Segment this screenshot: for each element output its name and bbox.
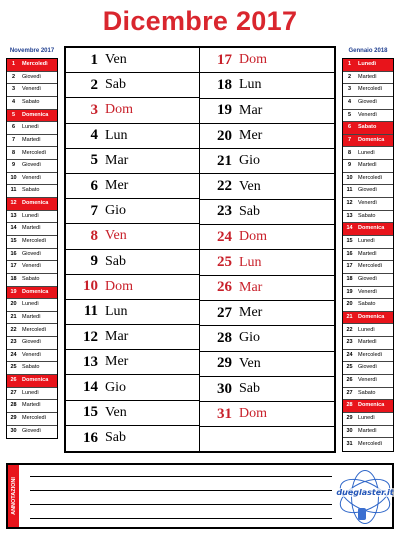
mini-day-name: Giovedì — [22, 162, 41, 169]
prev-month-title: Novembre 2017 — [9, 48, 55, 54]
mini-day-row — [343, 147, 393, 160]
mini-day-row — [7, 261, 57, 274]
day-cell — [200, 73, 334, 98]
day-number: 29 — [217, 355, 232, 372]
day-name: Sab — [239, 203, 260, 219]
day-number: 9 — [90, 253, 98, 270]
day-cell — [66, 224, 199, 249]
mini-day-number: 29 — [346, 415, 353, 421]
day-number: 7 — [90, 202, 98, 219]
mini-day-number: 9 — [11, 162, 16, 169]
mini-day-name: Giovedì — [358, 98, 377, 105]
day-name: Gio — [105, 379, 126, 395]
mini-day-number: 18 — [10, 275, 17, 282]
mini-day-name: Sabato — [358, 212, 376, 219]
day-cell — [66, 426, 199, 451]
day-cell — [200, 225, 334, 250]
notes-label-bar — [8, 465, 19, 527]
site-logo — [336, 468, 394, 526]
day-number: 18 — [217, 76, 232, 93]
mini-day-name: Lunedì — [22, 301, 39, 308]
mini-day-row — [343, 388, 393, 401]
mini-day-name: Venerdì — [22, 263, 41, 270]
mini-day-name: Lunedì — [22, 212, 39, 219]
mini-day-number: 27 — [346, 389, 353, 396]
day-number: 6 — [90, 177, 98, 194]
mini-day-number: 6 — [11, 124, 16, 131]
day-name: Mer — [239, 128, 263, 144]
mini-day-name: Giovedì — [358, 187, 377, 194]
notes-label: ANNOTAZIONI — [10, 477, 17, 515]
mini-day-number: 3 — [347, 86, 352, 93]
mini-day-row — [7, 375, 57, 388]
day-name: Dom — [239, 229, 267, 245]
mini-day-name: Domenica — [22, 377, 49, 384]
mini-day-row — [7, 236, 57, 249]
mini-day-number: 19 — [10, 288, 17, 295]
mini-day-number: 30 — [10, 428, 17, 435]
mini-day-number: 5 — [347, 111, 352, 118]
mini-day-name: Domenica — [22, 288, 49, 295]
day-number: 10 — [83, 278, 98, 295]
day-name: Dom — [105, 102, 133, 118]
mini-day-name: Sabato — [22, 187, 40, 194]
mini-day-number: 9 — [347, 162, 352, 169]
mini-day-name: Mercoledì — [358, 174, 383, 181]
mini-day-number: 8 — [11, 149, 16, 156]
mini-day-number: 4 — [11, 98, 16, 105]
day-name: Dom — [239, 52, 267, 68]
mini-day-row — [7, 84, 57, 97]
mini-day-name: Venerdì — [22, 351, 41, 358]
notes-line — [30, 518, 332, 519]
mini-day-row — [7, 135, 57, 148]
mini-day-name: Giovedì — [22, 73, 41, 80]
empty-cell — [200, 427, 334, 451]
mini-day-row — [7, 362, 57, 375]
day-name: Mar — [239, 279, 263, 295]
mini-day-name: Sabato — [22, 98, 40, 105]
mini-day-name: Venerdì — [358, 377, 377, 384]
day-number: 5 — [90, 152, 98, 169]
notes-line — [30, 490, 332, 491]
mini-day-number: 16 — [346, 250, 353, 257]
mini-day-name: Martedì — [358, 162, 377, 169]
mini-day-row — [7, 198, 57, 211]
month-column-right — [200, 48, 334, 451]
mini-day-number: 2 — [347, 73, 352, 80]
mini-day-name: Giovedì — [22, 250, 41, 257]
day-number: 30 — [217, 380, 232, 397]
mini-day-name: Martedì — [358, 73, 377, 80]
day-cell — [66, 124, 199, 149]
mini-day-name: Lunedì — [358, 415, 375, 421]
mini-day-number: 15 — [346, 238, 353, 245]
mini-day-row — [343, 198, 393, 211]
mini-day-row — [343, 337, 393, 350]
next-month-list — [342, 58, 394, 452]
day-number: 23 — [217, 203, 232, 220]
mini-day-number: 28 — [10, 402, 17, 409]
mini-day-name: Mercoledì — [358, 440, 383, 447]
mini-day-row — [343, 413, 393, 426]
day-number: 31 — [217, 405, 232, 422]
day-number: 14 — [83, 379, 98, 396]
mini-day-row — [7, 413, 57, 426]
day-cell — [200, 174, 334, 199]
day-name: Lun — [105, 127, 128, 143]
mini-day-row — [343, 72, 393, 85]
mini-day-number: 14 — [346, 225, 353, 232]
mini-day-number: 22 — [10, 326, 17, 333]
day-number: 25 — [217, 254, 232, 271]
day-cell — [200, 326, 334, 351]
day-cell — [66, 300, 199, 325]
mini-day-name: Giovedì — [358, 275, 377, 282]
mini-day-number: 19 — [346, 288, 353, 295]
notes-line — [30, 504, 332, 505]
day-name: Sab — [105, 430, 126, 446]
mini-day-row — [7, 324, 57, 337]
mini-day-number: 31 — [346, 440, 353, 447]
mini-day-number: 24 — [10, 351, 17, 358]
mini-day-row — [7, 388, 57, 401]
mini-day-name: Martedì — [358, 339, 377, 346]
day-cell — [200, 200, 334, 225]
mini-day-row — [343, 426, 393, 439]
mini-day-row — [7, 122, 57, 135]
mini-day-name: Domenica — [358, 313, 385, 320]
mini-day-name: Sabato — [358, 301, 376, 308]
day-name: Mer — [239, 305, 263, 321]
mini-day-row — [7, 249, 57, 262]
mini-day-row — [343, 287, 393, 300]
mini-day-name: Venerdì — [358, 200, 377, 207]
mini-day-name: Martedì — [22, 225, 41, 232]
day-cell — [66, 48, 199, 73]
mini-day-name: Domenica — [358, 136, 385, 143]
mini-day-name: Mercoledì — [22, 238, 47, 245]
mini-day-row — [7, 274, 57, 287]
mini-day-name: Mercoledì — [22, 326, 47, 333]
mini-day-name: Lunedì — [22, 124, 39, 131]
day-cell — [200, 99, 334, 124]
mini-day-number: 12 — [10, 200, 17, 207]
next-month-title: Gennaio 2018 — [348, 48, 388, 54]
day-cell — [200, 124, 334, 149]
day-cell — [66, 149, 199, 174]
day-number: 15 — [83, 404, 98, 421]
mini-day-number: 30 — [346, 427, 353, 434]
mini-day-number: 17 — [10, 263, 17, 270]
day-cell — [200, 250, 334, 275]
mini-day-number: 4 — [347, 98, 352, 105]
mini-day-name: Venerdì — [358, 288, 377, 295]
mini-day-row — [7, 426, 57, 439]
mini-day-name: Lunedì — [22, 389, 39, 396]
day-cell — [66, 375, 199, 400]
day-name: Lun — [239, 254, 262, 270]
day-cell — [66, 98, 199, 123]
mini-day-name: Lunedì — [358, 326, 375, 333]
mini-day-number: 11 — [346, 187, 353, 194]
mini-day-name: Mercoledì — [22, 149, 47, 156]
mini-day-row — [343, 122, 393, 135]
mini-day-number: 23 — [346, 339, 353, 346]
mini-day-number: 14 — [10, 225, 17, 232]
mini-day-name: Sabato — [358, 389, 376, 396]
mini-day-row — [343, 312, 393, 325]
mini-day-row — [7, 223, 57, 236]
day-cell — [66, 325, 199, 350]
mini-day-name: Domenica — [22, 111, 49, 118]
day-name: Mar — [105, 329, 129, 345]
mini-day-name: Martedì — [22, 402, 41, 409]
day-cell — [200, 301, 334, 326]
day-number: 16 — [83, 429, 98, 446]
day-cell — [66, 73, 199, 98]
mini-day-row — [7, 147, 57, 160]
day-name: Ven — [105, 228, 127, 244]
mini-day-row — [343, 135, 393, 148]
mini-day-row — [343, 299, 393, 312]
mini-day-row — [343, 97, 393, 110]
mini-day-number: 1 — [11, 61, 16, 68]
mini-day-number: 5 — [11, 111, 16, 118]
mini-day-row — [343, 185, 393, 198]
day-name: Mer — [105, 178, 129, 194]
day-number: 21 — [217, 152, 232, 169]
mini-day-number: 20 — [346, 301, 353, 308]
day-number: 19 — [217, 102, 232, 119]
mini-day-number: 13 — [346, 212, 353, 219]
mini-day-number: 7 — [347, 136, 352, 143]
mini-day-name: Venerdì — [22, 86, 41, 93]
mini-day-number: 24 — [346, 351, 353, 358]
mini-day-number: 15 — [10, 238, 17, 245]
mini-day-number: 21 — [10, 313, 17, 320]
mini-day-name: Sabato — [22, 275, 40, 282]
day-cell — [66, 350, 199, 375]
mini-day-name: Mercoledì — [22, 61, 48, 68]
mini-day-name: Martedì — [358, 427, 377, 434]
mini-day-name: Mercoledì — [358, 263, 383, 270]
prev-month-list — [6, 58, 58, 439]
day-name: Lun — [105, 303, 128, 319]
mini-day-row — [343, 324, 393, 337]
day-name: Gio — [105, 203, 126, 219]
mini-day-number: 7 — [11, 136, 16, 143]
day-name: Mar — [239, 102, 263, 118]
mini-day-number: 13 — [10, 212, 17, 219]
logo-figure-icon — [358, 508, 366, 520]
mini-day-number: 11 — [10, 187, 17, 194]
mini-day-row — [7, 97, 57, 110]
mini-day-number: 26 — [346, 377, 353, 384]
mini-day-number: 29 — [10, 415, 17, 421]
mini-day-row — [343, 223, 393, 236]
mini-day-row — [7, 110, 57, 123]
mini-day-row — [7, 350, 57, 363]
day-number: 28 — [217, 329, 232, 346]
mini-day-name: Sabato — [22, 364, 40, 371]
day-cell — [200, 276, 334, 301]
day-number: 11 — [83, 303, 98, 320]
day-name: Sab — [239, 381, 260, 396]
mini-day-number: 26 — [10, 377, 17, 384]
day-name: Ven — [239, 178, 261, 194]
mini-day-row — [343, 249, 393, 262]
mini-day-number: 10 — [10, 174, 17, 181]
logo-text: dueglaster.it — [334, 488, 396, 497]
mini-day-number: 18 — [346, 275, 353, 282]
day-name: Ven — [105, 404, 127, 420]
day-name: Lun — [239, 77, 262, 93]
mini-day-number: 25 — [346, 364, 353, 371]
mini-day-row — [343, 274, 393, 287]
day-name: Gio — [239, 330, 260, 346]
mini-day-name: Venerdì — [22, 174, 41, 181]
mini-day-name: Martedì — [22, 313, 41, 320]
day-number: 20 — [217, 127, 232, 144]
mini-day-row — [343, 84, 393, 97]
mini-day-row — [343, 375, 393, 388]
mini-day-row — [7, 287, 57, 300]
day-number: 12 — [83, 328, 98, 345]
mini-day-row — [7, 299, 57, 312]
mini-day-row — [343, 59, 393, 72]
mini-day-number: 22 — [346, 326, 353, 333]
day-number: 17 — [217, 51, 232, 68]
day-cell — [200, 352, 334, 377]
day-number: 26 — [217, 279, 232, 296]
mini-day-name: Mercoledì — [358, 351, 383, 358]
day-cell — [200, 48, 334, 73]
day-number: 2 — [90, 76, 98, 93]
mini-day-row — [343, 173, 393, 186]
mini-day-name: Mercoledì — [22, 415, 47, 421]
mini-day-name: Giovedì — [358, 364, 377, 371]
page-title: Dicembre 2017 — [102, 6, 298, 36]
day-cell — [200, 149, 334, 174]
mini-day-row — [343, 350, 393, 363]
mini-day-number: 27 — [10, 389, 17, 396]
mini-day-number: 25 — [10, 364, 17, 371]
day-number: 27 — [217, 304, 232, 321]
mini-day-number: 1 — [347, 61, 352, 68]
mini-day-row — [7, 59, 57, 72]
day-cell — [66, 401, 199, 426]
mini-day-name: Giovedì — [22, 428, 41, 435]
day-number: 3 — [90, 101, 98, 118]
mini-day-row — [343, 261, 393, 274]
mini-day-row — [7, 337, 57, 350]
mini-day-name: Domenica — [358, 225, 385, 232]
mini-day-row — [7, 400, 57, 413]
mini-day-row — [7, 211, 57, 224]
mini-day-number: 20 — [10, 301, 17, 308]
day-number: 22 — [217, 178, 232, 195]
mini-day-row — [343, 362, 393, 375]
mini-day-name: Lunedì — [358, 238, 375, 245]
mini-day-row — [343, 438, 393, 451]
day-cell — [200, 377, 334, 402]
day-name: Sab — [105, 77, 126, 93]
mini-day-name: Sabato — [358, 124, 377, 131]
day-number: 4 — [90, 127, 98, 144]
mini-day-row — [343, 236, 393, 249]
day-name: Dom — [239, 406, 267, 422]
mini-day-name: Venerdì — [358, 111, 377, 118]
mini-day-name: Lunedì — [358, 149, 375, 156]
day-name: Gio — [239, 153, 260, 169]
mini-day-number: 16 — [10, 250, 17, 257]
mini-day-number: 10 — [346, 174, 353, 181]
mini-day-number: 17 — [346, 263, 353, 270]
mini-day-name: Mercoledì — [358, 86, 383, 93]
mini-day-row — [7, 160, 57, 173]
day-name: Sab — [105, 253, 126, 269]
mini-day-number: 28 — [346, 402, 353, 409]
day-cell — [66, 250, 199, 275]
mini-day-row — [343, 211, 393, 224]
day-cell — [200, 402, 334, 427]
mini-day-row — [343, 160, 393, 173]
mini-day-name: Domenica — [358, 402, 385, 409]
mini-day-name: Giovedì — [22, 339, 41, 346]
day-name: Mar — [105, 152, 129, 168]
mini-day-number: 2 — [11, 73, 16, 80]
notes-line — [30, 476, 332, 477]
day-name: Ven — [239, 355, 261, 371]
day-name: Ven — [105, 52, 127, 68]
day-cell — [66, 174, 199, 199]
mini-day-row — [343, 400, 393, 413]
mini-day-name: Domenica — [22, 200, 49, 207]
month-column-left — [66, 48, 200, 451]
day-number: 13 — [83, 353, 98, 370]
mini-day-number: 8 — [347, 149, 352, 156]
day-name: Dom — [105, 278, 133, 294]
day-number: 1 — [90, 51, 98, 68]
mini-day-number: 3 — [11, 86, 16, 93]
mini-day-number: 23 — [10, 339, 17, 346]
mini-day-number: 6 — [347, 124, 352, 131]
mini-day-number: 21 — [346, 313, 353, 320]
day-name: Mer — [105, 354, 129, 370]
mini-day-row — [343, 110, 393, 123]
day-number: 24 — [217, 228, 232, 245]
mini-day-name: Martedì — [358, 250, 377, 257]
mini-day-name: Lunedì — [358, 61, 377, 68]
mini-day-number: 12 — [346, 200, 353, 207]
mini-day-row — [7, 173, 57, 186]
day-cell — [66, 199, 199, 224]
month-grid — [64, 46, 336, 453]
mini-day-row — [7, 72, 57, 85]
mini-day-row — [7, 312, 57, 325]
mini-day-name: Martedì — [22, 136, 41, 143]
day-cell — [66, 275, 199, 300]
mini-day-row — [7, 185, 57, 198]
day-number: 8 — [90, 227, 98, 244]
